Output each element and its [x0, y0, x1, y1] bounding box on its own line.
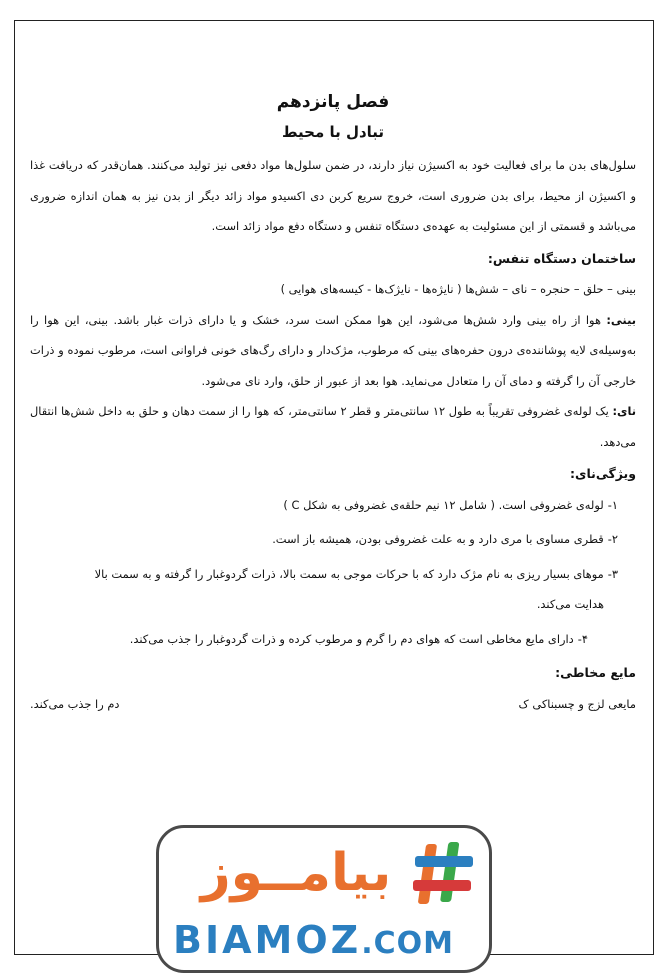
biamoz-watermark [156, 825, 492, 973]
nose-paragraph [30, 305, 636, 397]
structure-list: بینی – حلق – حنجره – نای – شش‌ها ( نایژه‌ها - نایژک‌ها - کیسه‌های هوایی ) [280, 282, 636, 296]
list-item: ۴-دارای مایع مخاطی است که هوای دم را گرم و مرطوب کرده و ذرات گردوغبار را جذب می‌کند. [129, 631, 588, 646]
mucus-paragraph [30, 689, 636, 720]
document-body [30, 86, 636, 719]
mucus-text-end: دم را جذب می‌کند. [30, 696, 120, 711]
hash-logo-icon [413, 838, 475, 908]
trachea-term: نای: [612, 404, 637, 418]
nose-term: بینی: [606, 312, 636, 327]
trachea-paragraph [30, 396, 636, 457]
features-list [30, 490, 636, 655]
watermark-latin-logo: BIAMOZ.COM [173, 918, 454, 962]
trachea-text: یک لوله‌ی غضروفی تقریباً به طول ۱۲ سانتی‌متر و قطر ۲ سانتی‌متر، که هوا را از سمت دهان و حلق به داخل شش‌ها انتقال می‌دهد. [30, 404, 636, 449]
intro-paragraph: سلول‌های بدن ما برای فعالیت خود به اکسیژن نیاز دارند، در ضمن سلول‌ها مواد دفعی نیز تولید می‌کنند. همان‌قدر که دریافت غذا و اکسیژن از محیط، برای بدن ضروری است، خروج سریع کربن دی اکسیدو مواد زائد دیگر از بدن نیز به همان اندازه ضروری می‌باشد و قسمتی از این مسئولیت به عهده‌ی دستگاه تنفس و دستگاه دفع مواد زائد است. [30, 158, 636, 233]
nose-text: هوا از راه بینی وارد شش‌ها می‌شود، این هوا ممکن است سرد، خشک و یا دارای ذرات غبار باشد. بینی، این هوا را به‌وسیله‌ی لایه پوشاننده‌ی درون حفره‌های بینی که مرطوب، مژک‌دار و دارای رگ‌های خونی فراوانی است، مرطوب نموده و ذرات خارجی آن را گرفته و دمای آن را متعادل می‌نماید. هوا بعد از عبور از حلق، وارد نای می‌شود. [30, 312, 636, 388]
structure-heading: ساختمان دستگاه تنفس: [487, 250, 636, 266]
mucus-text-start: مایعی لزج و چسبناکی ک [518, 696, 636, 711]
features-heading: ویژگی‌نای: [570, 466, 636, 481]
chapter-title: فصل پانزدهم [276, 92, 390, 112]
section-title: تبادل با محیط [281, 123, 385, 141]
mucus-heading: مایع مخاطی: [555, 665, 636, 680]
list-item: ۳-موهای بسیار ریزی به نام مژک دارد که با حرکات موجی به سمت بالا، ذرات گردوغبار را گرفته و به سمت بالا هدایت می‌کند. [94, 566, 618, 611]
list-item: ۱-لوله‌ی غضروفی است. ( شامل ۱۲ نیم حلقه‌ی غضروفی به شکل C ) [283, 497, 618, 512]
list-item: ۲-قطری مساوی با مری دارد و به علت غضروفی بودن، همیشه باز است. [272, 532, 618, 546]
watermark-persian-logo: بیامــوز [200, 843, 392, 903]
